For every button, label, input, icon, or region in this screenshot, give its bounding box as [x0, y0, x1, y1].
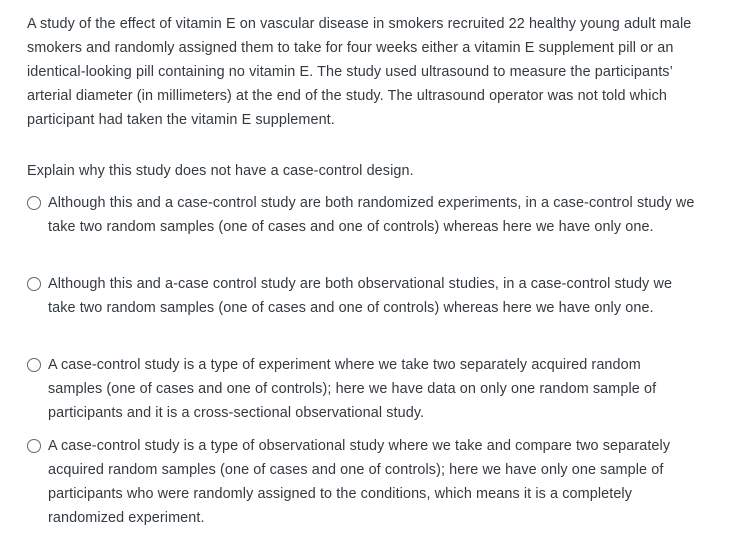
- radio-button-icon[interactable]: [27, 196, 41, 210]
- radio-button-icon[interactable]: [27, 277, 41, 291]
- answer-option-label: Although this and a case-control study are both randomized experiments, in a case-control study we take two random samples (one of cases and one of controls) whereas here we have only one.: [48, 195, 695, 235]
- radio-button-icon[interactable]: [27, 439, 41, 453]
- answer-option-3[interactable]: [27, 353, 717, 425]
- answer-option-label: Although this and a-case control study are both observational studies, in a case-control study we take two random samples (one of cases and one of controls) whereas here we have only one.: [48, 276, 673, 316]
- answer-option-4[interactable]: [27, 434, 717, 530]
- answer-option-1[interactable]: [27, 191, 717, 239]
- answer-option-2[interactable]: [27, 272, 717, 320]
- answer-option-label: A case-control study is a type of observational study where we take and compare two separately acquired random samples (one of cases and one of controls); here we have only one sample of participants who were randomly assigned to the conditions, which means it is a completely randomized experiment.: [48, 438, 671, 526]
- answer-option-label: A case-control study is a type of experiment where we take two separately acquired random samples (one of cases and one of controls); here we have data on only one random sample of participants and it is a cross-sectional observational study.: [48, 357, 657, 421]
- radio-button-icon[interactable]: [27, 358, 41, 372]
- question-prompt: Explain why this study does not have a case-control design.: [27, 163, 414, 179]
- question-stem: A study of the effect of vitamin E on vascular disease in smokers recruited 22 healthy young adult male smokers and randomly assigned them to take for four weeks either a vitamin E supplement pill or an identical-looking pill containing no vitamin E. The study used ultrasound to measure the participants’ arterial diameter (in millimeters) at the end of the study. The ultrasound operator was not told which participant had taken the vitamin E supplement.: [27, 16, 692, 128]
